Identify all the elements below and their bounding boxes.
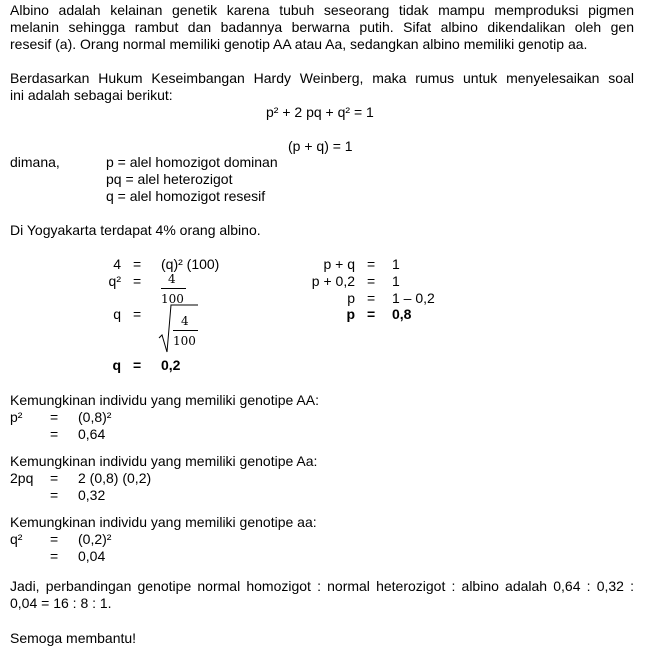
calc-q-result-value: 0,2 (161, 357, 181, 373)
calc-q-result-eq: = (133, 357, 142, 373)
definition-p: p = alel homozigot dominan (106, 154, 278, 170)
aa-dominant-eq-2: = (50, 426, 59, 442)
sqrt-fraction-bar (173, 330, 198, 331)
formula-p-plus-q: (p + q) = 1 (288, 138, 353, 154)
aa-dominant-title: Kemungkinan individu yang memiliki genotipe AA: (10, 392, 319, 408)
aa-dominant-lhs: p² (10, 409, 23, 425)
calc-q-r3-lhs: q (113, 306, 121, 322)
aa-heterozygous-eq-1: = (50, 470, 59, 486)
calc-p-r1-rhs: 1 (392, 256, 400, 272)
definitions-label: dimana, (10, 154, 60, 170)
aa-heterozygous-lhs: 2pq (10, 470, 34, 486)
aa-heterozygous-value-2: 0,32 (78, 487, 106, 503)
calc-q-r1-lhs: 4 (113, 256, 121, 272)
fraction-denominator: 100 (161, 292, 184, 306)
calc-p-result-value: 0,8 (392, 306, 412, 322)
aa-recessive-value-1: (0,2)² (78, 531, 112, 547)
calc-q-r1-rhs: (q)² (100) (161, 256, 220, 272)
calc-p-r3-lhs: p (347, 290, 355, 306)
aa-dominant-eq-1: = (50, 409, 59, 425)
formula-hardy-weinberg: p² + 2 pq + q² = 1 (266, 104, 374, 120)
intro-line-2: melanin sehingga rambut dan badannya berwarna putih. Sifat albino dikendalikan oleh gen (10, 19, 634, 35)
calc-p-result-eq: = (367, 306, 376, 322)
definition-q: q = alel homozigot resesif (106, 188, 266, 204)
aa-recessive-eq-2: = (50, 548, 59, 564)
closing-text: Semoga membantu! (10, 630, 137, 646)
calc-q-r2-eq: = (133, 273, 142, 289)
calc-p-r3-eq: = (367, 290, 376, 306)
aa-heterozygous-value-1: 2 (0,8) (0,2) (78, 470, 152, 486)
hardy-line-2: ini adalah sebagai berikut: (10, 87, 173, 103)
calc-q-r3-eq: = (133, 306, 142, 322)
fraction-numerator: 4 (168, 272, 176, 286)
calc-p-r2-lhs: p + 0,2 (311, 273, 355, 289)
conclusion-line-1: Jadi, perbandingan genotipe normal homozigot : normal heterozigot : albino adalah 0,64 : 0,32 : (10, 578, 634, 594)
intro-line-3: resesif (a). Orang normal memiliki genotip AA atau Aa, sedangkan albino memiliki genotip aa. (10, 36, 588, 52)
calc-q-r2-lhs: q² (108, 273, 121, 289)
aa-dominant-value-1: (0,8)² (78, 409, 112, 425)
case-statement: Di Yogyakarta terdapat 4% orang albino. (10, 222, 261, 238)
calc-p-r1-eq: = (367, 256, 376, 272)
aa-heterozygous-eq-2: = (50, 487, 59, 503)
fraction-bar (161, 288, 186, 289)
calc-p-r2-rhs: 1 (392, 273, 400, 289)
sqrt-denominator: 100 (173, 334, 196, 348)
calc-p-r2-eq: = (367, 273, 376, 289)
aa-dominant-value-2: 0,64 (78, 426, 106, 442)
calc-q-r1-eq: = (133, 256, 142, 272)
aa-recessive-lhs: q² (10, 531, 23, 547)
calc-q-result-lhs: q (112, 357, 121, 373)
calc-p-result-lhs: p (346, 306, 355, 322)
calc-p-r3-rhs: 1 – 0,2 (392, 290, 435, 306)
aa-heterozygous-title: Kemungkinan individu yang memiliki genotipe Aa: (10, 453, 318, 469)
aa-recessive-value-2: 0,04 (78, 548, 106, 564)
aa-recessive-eq-1: = (50, 531, 59, 547)
conclusion-line-2: 0,04 = 16 : 8 : 1. (10, 595, 112, 611)
intro-line-1: Albino adalah kelainan genetik karena tubuh seseorang tidak mampu memproduksi pigmen (10, 2, 634, 18)
definition-pq: pq = alel heterozigot (106, 171, 233, 187)
hardy-line-1: Berdasarkan Hukum Keseimbangan Hardy Weinberg, maka rumus untuk menyelesaikan soal (10, 70, 634, 86)
sqrt-numerator: 4 (181, 314, 189, 328)
calc-p-r1-lhs: p + q (323, 256, 355, 272)
aa-recessive-title: Kemungkinan individu yang memiliki genotipe aa: (10, 514, 317, 530)
